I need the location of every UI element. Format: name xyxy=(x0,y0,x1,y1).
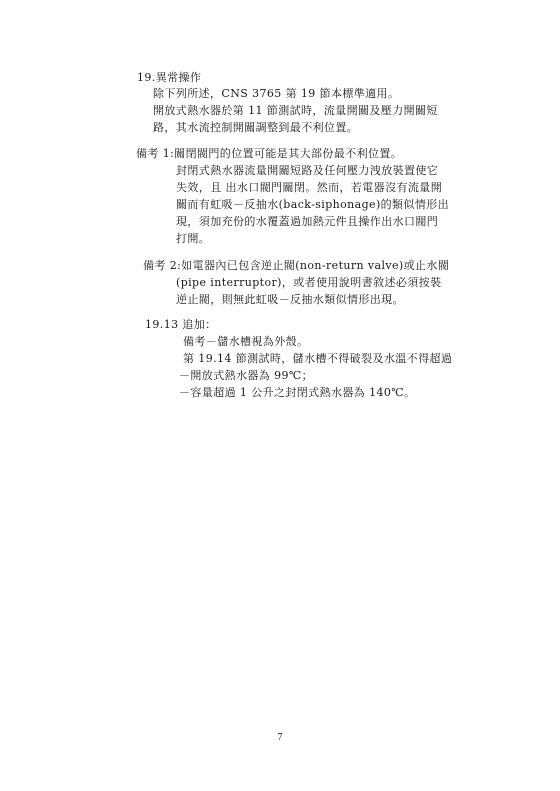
section-19-13-line-2: 第 19.14 節測試時，儲水槽不得破裂及水溫不得超過 xyxy=(183,352,453,365)
remark-1-line-3: 失效，且 出水口閥門關閉。然而，若電器沒有流量開 xyxy=(176,181,443,194)
section-19-line-1: 除下列所述，CNS 3765 第 19 節本標準適用。 xyxy=(153,87,400,100)
remark-1-line-1: 備考 1:關閉閥門的位置可能是其大部份最不利位置。 xyxy=(136,147,403,160)
section-19-13-line-4: －容量超過 1 公升之封閉式熱水器為 140℃。 xyxy=(179,386,416,399)
remark-1-line-2: 封閉式熱水器流量開關短路及任何壓力洩放裝置使它 xyxy=(176,164,439,177)
section-19-line-3: 路，其水流控制開關調整到最不利位置。 xyxy=(153,121,359,134)
remark-1-line-4: 關而有虹吸－反抽水(back-siphonage)的類似情形出 xyxy=(176,198,450,211)
section-19-13-heading: 19.13 追加： xyxy=(145,318,217,331)
remark-2-line-3: 逆止閥，則無此虹吸－反抽水類似情形出現。 xyxy=(176,293,404,306)
page-number: 7 xyxy=(277,732,283,743)
section-19-13-line-1: 備考－儲水槽視為外殼。 xyxy=(183,335,309,348)
section-19-line-2: 開放式熱水器於第 11 節測試時，流量開關及壓力開關短 xyxy=(153,104,438,117)
remark-2-line-2: (pipe interruptor)，或者使用說明書敘述必須按裝 xyxy=(176,276,442,289)
section-19-13-line-3: －開放式熱水器為 99℃； xyxy=(179,369,313,382)
remark-1-line-6: 打開。 xyxy=(176,232,211,245)
remark-1-line-5: 現，須加充份的水覆蓋過加熱元件且操作出水口閥門 xyxy=(176,215,439,228)
section-19-heading: 19.異常操作 xyxy=(137,71,202,84)
remark-2-line-1: 備考 2:如電器內已包含逆止閥(non-return valve)或止水閥 xyxy=(143,259,450,272)
